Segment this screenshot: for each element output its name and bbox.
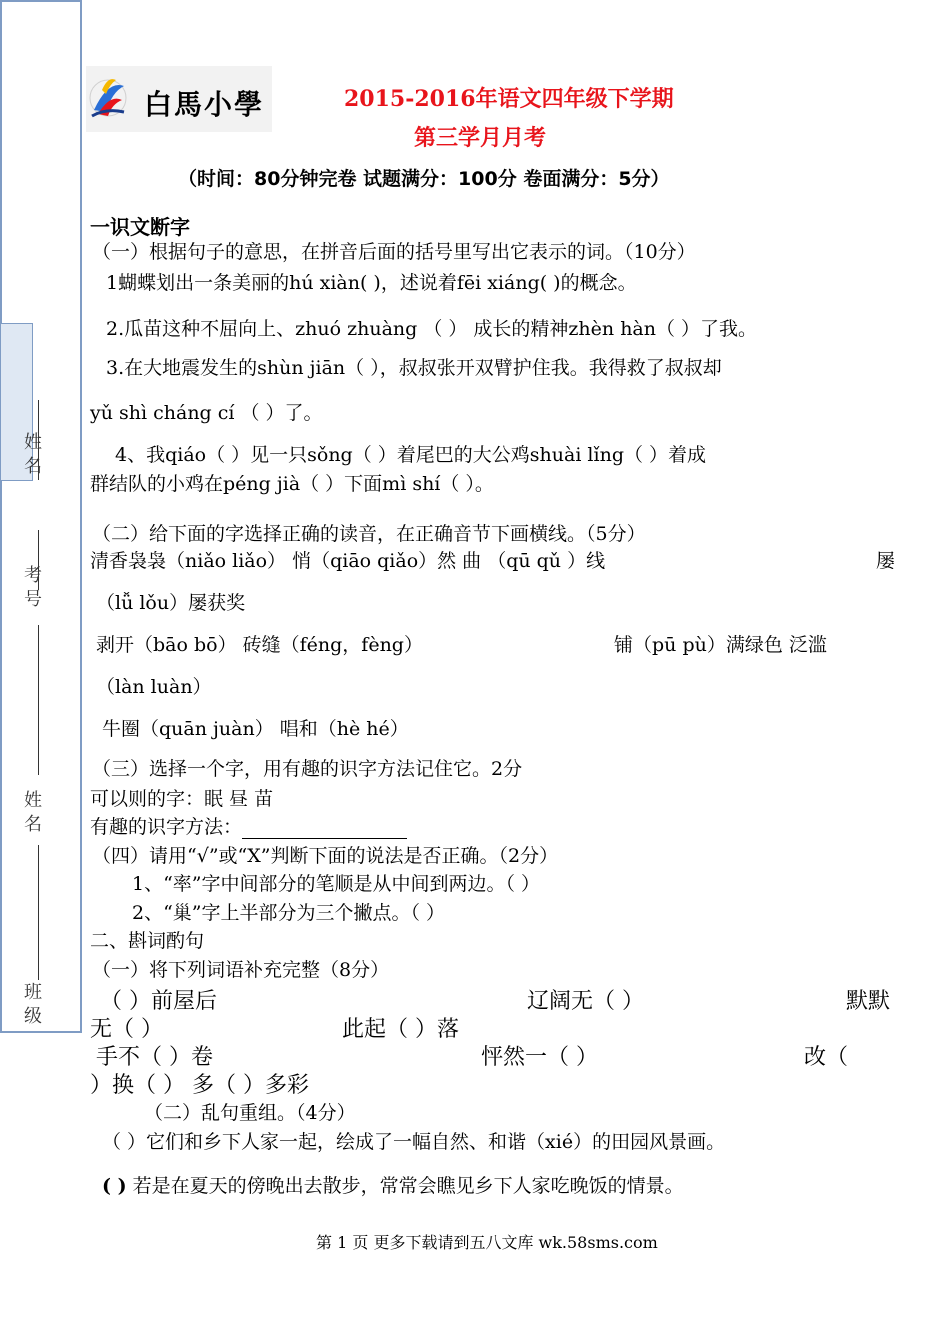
reorder-sentence-2-text: 若是在夏天的傍晚出去散步，常常会瞧见乡下人家吃晚饭的情景。 <box>132 1175 684 1197</box>
part-1-title: （一）根据句子的意思，在拼音后面的括号里写出它表示的词。（10分） <box>92 241 696 263</box>
idiom-row-3c: 改（ <box>804 1045 849 1070</box>
question-1-3b: yǔ shì cháng cí （ ）了。 <box>90 402 323 424</box>
section-2-part-1-title: （一）将下列词语补充完整（8分） <box>92 959 390 981</box>
question-1-3a: 3.在大地震发生的shùn jiān（ ），叔叔张开双臂护住我。我得救了叔叔却 <box>106 357 722 379</box>
part-3-method <box>90 812 407 839</box>
part-3-chars: 可以则的字：眠 昼 苗 <box>90 788 274 810</box>
idiom-row-1b: 辽阔无（ ） <box>527 989 644 1014</box>
sidebar-label-name-2: 姓名 <box>21 790 42 838</box>
pronunciation-line-1: 清香袅袅（niǎo liǎo） 悄（qiāo qiǎo）然 曲 （qū qǔ ）线 <box>90 550 606 572</box>
idiom-row-3a: 手不（ ）卷 <box>96 1045 213 1070</box>
answer-paren[interactable]: ( ) <box>102 1175 127 1197</box>
sidebar-label-exam-number: 考号 <box>21 565 42 613</box>
logo-text: 白馬小學 <box>144 88 265 121</box>
pronunciation-line-4: （làn luàn） <box>96 676 212 698</box>
idiom-row-3b: 怦然一（ ） <box>481 1045 598 1070</box>
pronunciation-line-3-end: 铺（pū pù）满绿色 泛滥 <box>614 634 827 656</box>
left-binding-sidebar <box>0 0 82 1033</box>
reorder-sentence-2 <box>102 1171 684 1198</box>
part-2-title: （二）给下面的字选择正确的读音，在正确音节下画横线。（5分） <box>92 523 646 545</box>
pronunciation-line-3: 剥开（bāo bō） 砖缝（féng，fèng） <box>96 634 423 656</box>
page-title: 2015-2016年语文四年级下学期 <box>344 86 674 112</box>
part-4-question-1: 1、“率”字中间部分的笔顺是从中间到两边。（ ） <box>132 873 541 895</box>
idiom-row-4: ）换（ ） 多（ ）多彩 <box>90 1073 309 1098</box>
idiom-row-2a: 无（ ） <box>90 1017 163 1042</box>
idiom-row-1c: 默默 <box>846 989 891 1014</box>
section-2-heading: 二、斟词酌句 <box>90 930 205 952</box>
part-4-title: （四）请用“√”或“X”判断下面的说法是否正确。（2分） <box>92 845 559 867</box>
exam-info: （时间：80分钟完卷 试题满分：100分 卷面满分：5分） <box>178 168 670 190</box>
question-1-2: 2.瓜苗这种不屈向上、zhuó zhuàng （ ） 成长的精神zhèn hàn（ ）了我。 <box>106 318 758 340</box>
part-3-method-label: 有趣的识字方法： <box>90 816 243 838</box>
page-subtitle: 第三学月月考 <box>414 125 547 151</box>
reorder-sentence-1: （ ）它们和乡下人家一起，绘成了一幅自然、和谐（xié）的田园风景画。 <box>102 1131 726 1153</box>
section-1-heading: 一识文断字 <box>90 215 190 239</box>
part-3-title: （三）选择一个字，用有趣的识字方法记住它。2分 <box>92 758 523 780</box>
binding-line <box>38 625 39 775</box>
pronunciation-line-2: （lǚ lǒu）屡获奖 <box>96 592 246 614</box>
page-footer: 第 1 页 更多下载请到五八文库 wk.58sms.com <box>316 1233 658 1252</box>
section-2-part-2-title: （二）乱句重组。（4分） <box>144 1102 356 1124</box>
answer-blank[interactable] <box>242 818 407 839</box>
idiom-row-2b: 此起（ ）落 <box>342 1017 459 1042</box>
pronunciation-line-5: 牛圈（quān juàn） 唱和（hè hé） <box>102 718 409 740</box>
question-1-4a: 4、我qiáo（ ）见一只sǒng（ ）着尾巴的大公鸡shuài lǐng（ ）着成 <box>115 444 707 466</box>
sidebar-label-name-1: 姓名 <box>21 432 42 480</box>
school-logo <box>86 66 272 132</box>
question-1-1: 1蝴蝶划出一条美丽的hú xiàn( )，述说着fēi xiáng( )的概念。 <box>106 272 637 294</box>
pronunciation-line-1-end: 屡 <box>876 550 896 572</box>
binding-line <box>38 845 39 980</box>
part-4-question-2: 2、“巢”字上半部分为三个撇点。（ ） <box>132 902 446 924</box>
sidebar-label-class: 班级 <box>21 982 42 1030</box>
idiom-row-1a: （ ）前屋后 <box>100 989 217 1014</box>
question-1-4b: 群结队的小鸡在péng jià（ ）下面mì shí（ ）。 <box>90 473 494 495</box>
